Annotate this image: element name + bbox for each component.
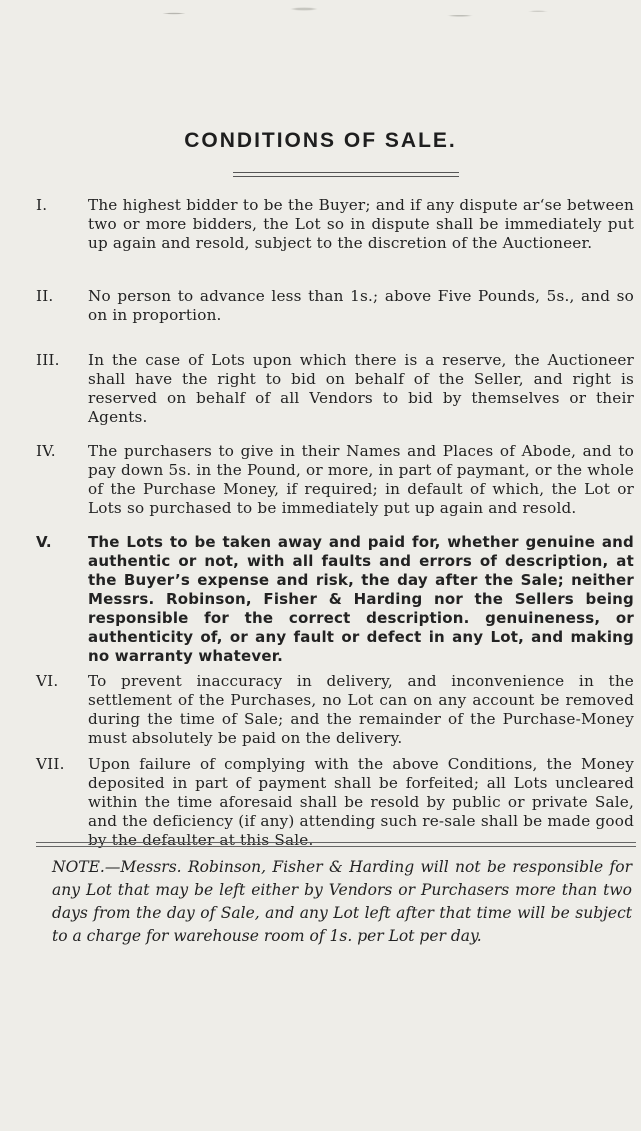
condition-number: III. <box>36 351 60 369</box>
condition-number: VII. <box>36 755 65 773</box>
condition-text: The highest bidder to be the Buyer; and if any dispute ar‘se between two or more bidders, the Lot so in dispute shall be immediately put up again and resold, subject to the discretion of the Auctioneer. <box>88 196 634 252</box>
condition-number: VI. <box>36 672 59 690</box>
note-rule-lower <box>36 846 636 847</box>
condition-number: IV. <box>36 442 56 460</box>
condition-number: V. <box>36 533 52 551</box>
decorative-stain <box>70 0 590 45</box>
condition-number: II. <box>36 287 54 305</box>
title-rule <box>233 172 459 173</box>
condition-text: In the case of Lots upon which there is a reserve, the Auctioneer shall have the right to bid on behalf of the Seller, and right is reserved on behalf of all Vendors to bid by themselves or their Agents. <box>88 351 634 426</box>
condition-text: The purchasers to give in their Names and Places of Abode, and to pay down 5s. in the Pound, or more, in part of paymant, or the whole of the Purchase Money, if required; in default of which, the Lot or Lots so purchased to be immediately put up again and resold. <box>88 442 634 517</box>
condition-text: The Lots to be taken away and paid for, whether genuine and authentic or not, with all faults and errors of description, at the Buyer’s expense and risk, the day after the Sale; neither Messrs. Robinson, Fisher & Harding nor the Sellers being responsible for the correct description. genuineness, or authenticity of, or any fault or defect in any Lot, and making no warranty whatever. <box>88 533 634 665</box>
page-title: CONDITIONS OF SALE. <box>184 129 457 152</box>
note-paragraph: NOTE.—Messrs. Robinson, Fisher & Harding will not be responsible for any Lot that may be left either by Vendors or Purchasers more than two days from the day of Sale, and any Lot left after that time will be subject to a charge for warehouse room of 1s. per Lot per day. <box>52 858 632 945</box>
condition-text: No person to advance less than 1s.; above Five Pounds, 5s., and so on in proportion. <box>88 287 634 324</box>
condition-text: To prevent inaccuracy in delivery, and inconvenience in the settlement of the Purchases, no Lot can on any account be removed during the time of Sale; and the remainder of the Purchase-Money must absolutely be paid on the delivery. <box>88 672 634 747</box>
note-rule <box>36 842 636 843</box>
condition-text: Upon failure of complying with the above Conditions, the Money deposited in part of payment shall be forfeited; all Lots uncleared within the time aforesaid shall be resold by public or private Sale, and the deficiency (if any) attending such re-sale shall be made good by the defaulter at this Sale. <box>88 755 634 849</box>
condition-number: I. <box>36 196 48 214</box>
title-rule-lower <box>233 176 459 177</box>
